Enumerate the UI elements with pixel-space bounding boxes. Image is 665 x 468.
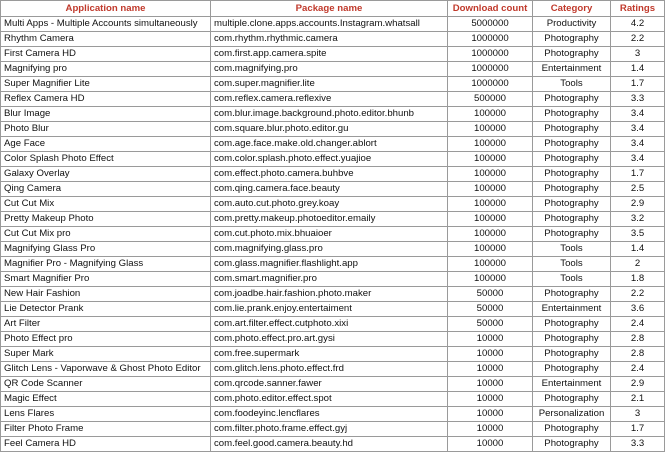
package-name-cell: com.lie.prank.enjoy.entertaiment — [211, 302, 448, 317]
package-name-cell: com.blur.image.background.photo.editor.bhunb — [211, 107, 448, 122]
package-name-cell: com.qrcode.sanner.fawer — [211, 377, 448, 392]
table-row — [1, 287, 665, 302]
table-row — [1, 302, 665, 317]
download-count-cell: 1000000 — [448, 77, 533, 92]
category-cell: Photography — [533, 422, 611, 437]
category-cell: Tools — [533, 257, 611, 272]
rating-cell: 3 — [611, 47, 665, 62]
download-count-cell: 10000 — [448, 332, 533, 347]
package-name-cell: com.first.app.camera.spite — [211, 47, 448, 62]
category-cell: Photography — [533, 362, 611, 377]
table-row — [1, 107, 665, 122]
download-count-cell: 100000 — [448, 242, 533, 257]
rating-cell: 1.7 — [611, 77, 665, 92]
app-name-cell: Photo Blur — [1, 122, 211, 137]
package-name-cell: com.reflex.camera.reflexive — [211, 92, 448, 107]
app-name-cell: Magic Effect — [1, 392, 211, 407]
category-cell: Photography — [533, 392, 611, 407]
table-row — [1, 317, 665, 332]
rating-cell: 3.5 — [611, 227, 665, 242]
category-cell: Entertainment — [533, 62, 611, 77]
category-cell: Photography — [533, 197, 611, 212]
table-row — [1, 182, 665, 197]
rating-cell: 3.4 — [611, 137, 665, 152]
category-cell: Photography — [533, 332, 611, 347]
package-name-cell: com.super.magnifier.lite — [211, 77, 448, 92]
category-cell: Photography — [533, 212, 611, 227]
app-name-cell: Galaxy Overlay — [1, 167, 211, 182]
package-name-cell: com.rhythm.rhythmic.camera — [211, 32, 448, 47]
table-row — [1, 332, 665, 347]
app-name-cell: Pretty Makeup Photo — [1, 212, 211, 227]
download-count-cell: 1000000 — [448, 47, 533, 62]
rating-cell: 1.7 — [611, 422, 665, 437]
app-name-cell: Art Filter — [1, 317, 211, 332]
category-cell: Photography — [533, 437, 611, 452]
category-cell: Photography — [533, 32, 611, 47]
download-count-cell: 10000 — [448, 377, 533, 392]
download-count-cell: 100000 — [448, 227, 533, 242]
category-cell: Photography — [533, 227, 611, 242]
rating-cell: 2.9 — [611, 377, 665, 392]
table-row — [1, 257, 665, 272]
table-row — [1, 377, 665, 392]
download-count-cell: 100000 — [448, 152, 533, 167]
header-row — [1, 1, 665, 17]
category-cell: Photography — [533, 317, 611, 332]
package-name-cell: multiple.clone.apps.accounts.Instagram.whatsall — [211, 17, 448, 32]
app-name-cell: Magnifying pro — [1, 62, 211, 77]
header-ratings: Ratings — [611, 1, 665, 17]
table-row — [1, 407, 665, 422]
table-row — [1, 197, 665, 212]
table-row — [1, 32, 665, 47]
rating-cell: 3.3 — [611, 92, 665, 107]
package-name-cell: com.smart.magnifier.pro — [211, 272, 448, 287]
table-row — [1, 392, 665, 407]
app-name-cell: Magnifier Pro - Magnifying Glass — [1, 257, 211, 272]
package-name-cell: com.feel.good.camera.beauty.hd — [211, 437, 448, 452]
app-name-cell: Feel Camera HD — [1, 437, 211, 452]
category-cell: Photography — [533, 122, 611, 137]
category-cell: Photography — [533, 152, 611, 167]
download-count-cell: 10000 — [448, 392, 533, 407]
app-name-cell: Lens Flares — [1, 407, 211, 422]
download-count-cell: 100000 — [448, 197, 533, 212]
app-name-cell: Cut Cut Mix — [1, 197, 211, 212]
table-row — [1, 122, 665, 137]
table-row — [1, 347, 665, 362]
download-count-cell: 100000 — [448, 257, 533, 272]
rating-cell: 3.4 — [611, 107, 665, 122]
rating-cell: 2.8 — [611, 332, 665, 347]
category-cell: Photography — [533, 287, 611, 302]
category-cell: Photography — [533, 347, 611, 362]
app-name-cell: Magnifying Glass Pro — [1, 242, 211, 257]
app-name-cell: Smart Magnifier Pro — [1, 272, 211, 287]
table-row — [1, 272, 665, 287]
package-name-cell: com.pretty.makeup.photoeditor.emaily — [211, 212, 448, 227]
package-name-cell: com.glitch.lens.photo.effect.frd — [211, 362, 448, 377]
download-count-cell: 100000 — [448, 137, 533, 152]
download-count-cell: 50000 — [448, 317, 533, 332]
app-name-cell: New Hair Fashion — [1, 287, 211, 302]
category-cell: Tools — [533, 242, 611, 257]
package-name-cell: com.cut.photo.mix.bhuaioer — [211, 227, 448, 242]
rating-cell: 2.4 — [611, 362, 665, 377]
download-count-cell: 10000 — [448, 407, 533, 422]
package-name-cell: com.color.splash.photo.effect.yuajioe — [211, 152, 448, 167]
package-name-cell: com.art.filter.effect.cutphoto.xixi — [211, 317, 448, 332]
download-count-cell: 100000 — [448, 212, 533, 227]
app-name-cell: Multi Apps - Multiple Accounts simultaneously — [1, 17, 211, 32]
package-name-cell: com.effect.photo.camera.buhbve — [211, 167, 448, 182]
package-name-cell: com.magnifying.pro — [211, 62, 448, 77]
rating-cell: 3.3 — [611, 437, 665, 452]
rating-cell: 2.9 — [611, 197, 665, 212]
package-name-cell: com.qing.camera.face.beauty — [211, 182, 448, 197]
table-row — [1, 62, 665, 77]
download-count-cell: 1000000 — [448, 62, 533, 77]
download-count-cell: 5000000 — [448, 17, 533, 32]
package-name-cell: com.glass.magnifier.flashlight.app — [211, 257, 448, 272]
category-cell: Photography — [533, 92, 611, 107]
app-name-cell: Super Magnifier Lite — [1, 77, 211, 92]
table-row — [1, 227, 665, 242]
package-name-cell: com.auto.cut.photo.grey.koay — [211, 197, 448, 212]
app-name-cell: Blur Image — [1, 107, 211, 122]
package-name-cell: com.age.face.make.old.changer.ablort — [211, 137, 448, 152]
table-row — [1, 212, 665, 227]
download-count-cell: 100000 — [448, 182, 533, 197]
category-cell: Photography — [533, 47, 611, 62]
download-count-cell: 50000 — [448, 302, 533, 317]
category-cell: Photography — [533, 137, 611, 152]
table-row — [1, 77, 665, 92]
category-cell: Tools — [533, 272, 611, 287]
table-row — [1, 362, 665, 377]
app-name-cell: Cut Cut Mix pro — [1, 227, 211, 242]
category-cell: Entertainment — [533, 302, 611, 317]
table-row — [1, 152, 665, 167]
rating-cell: 1.8 — [611, 272, 665, 287]
rating-cell: 2.5 — [611, 182, 665, 197]
header-package-name: Package name — [211, 1, 448, 17]
app-name-cell: Qing Camera — [1, 182, 211, 197]
download-count-cell: 100000 — [448, 122, 533, 137]
rating-cell: 2.1 — [611, 392, 665, 407]
download-count-cell: 10000 — [448, 362, 533, 377]
rating-cell: 2 — [611, 257, 665, 272]
app-name-cell: Reflex Camera HD — [1, 92, 211, 107]
download-count-cell: 10000 — [448, 422, 533, 437]
app-name-cell: Color Splash Photo Effect — [1, 152, 211, 167]
package-name-cell: com.photo.effect.pro.art.gysi — [211, 332, 448, 347]
download-count-cell: 10000 — [448, 437, 533, 452]
table-row — [1, 47, 665, 62]
header-application-name: Application name — [1, 1, 211, 17]
rating-cell: 1.7 — [611, 167, 665, 182]
rating-cell: 4.2 — [611, 17, 665, 32]
download-count-cell: 100000 — [448, 107, 533, 122]
app-name-cell: QR Code Scanner — [1, 377, 211, 392]
table-body — [1, 17, 665, 452]
rating-cell: 2.8 — [611, 347, 665, 362]
download-count-cell: 100000 — [448, 167, 533, 182]
app-name-cell: Photo Effect pro — [1, 332, 211, 347]
app-name-cell: Super Mark — [1, 347, 211, 362]
rating-cell: 1.4 — [611, 62, 665, 77]
rating-cell: 3.2 — [611, 212, 665, 227]
package-name-cell: com.foodeyinc.lencflares — [211, 407, 448, 422]
app-name-cell: Glitch Lens - Vaporwave & Ghost Photo Editor — [1, 362, 211, 377]
app-name-cell: Filter Photo Frame — [1, 422, 211, 437]
header-category: Category — [533, 1, 611, 17]
app-name-cell: Rhythm Camera — [1, 32, 211, 47]
app-name-cell: First Camera HD — [1, 47, 211, 62]
download-count-cell: 10000 — [448, 347, 533, 362]
table-row — [1, 17, 665, 32]
table-row — [1, 92, 665, 107]
rating-cell: 3.4 — [611, 152, 665, 167]
category-cell: Tools — [533, 77, 611, 92]
download-count-cell: 100000 — [448, 272, 533, 287]
category-cell: Photography — [533, 167, 611, 182]
download-count-cell: 1000000 — [448, 32, 533, 47]
package-name-cell: com.free.supermark — [211, 347, 448, 362]
package-name-cell: com.joadbe.hair.fashion.photo.maker — [211, 287, 448, 302]
rating-cell: 2.2 — [611, 32, 665, 47]
category-cell: Photography — [533, 182, 611, 197]
category-cell: Productivity — [533, 17, 611, 32]
rating-cell: 2.4 — [611, 317, 665, 332]
download-count-cell: 500000 — [448, 92, 533, 107]
rating-cell: 3 — [611, 407, 665, 422]
download-count-cell: 50000 — [448, 287, 533, 302]
category-cell: Personalization — [533, 407, 611, 422]
table-row — [1, 437, 665, 452]
rating-cell: 2.2 — [611, 287, 665, 302]
app-name-cell: Age Face — [1, 137, 211, 152]
rating-cell: 1.4 — [611, 242, 665, 257]
table-row — [1, 167, 665, 182]
package-name-cell: com.filter.photo.frame.effect.gyj — [211, 422, 448, 437]
category-cell: Photography — [533, 107, 611, 122]
rating-cell: 3.4 — [611, 122, 665, 137]
table-row — [1, 137, 665, 152]
package-name-cell: com.photo.editor.effect.spot — [211, 392, 448, 407]
table-row — [1, 422, 665, 437]
rating-cell: 3.6 — [611, 302, 665, 317]
table-row — [1, 242, 665, 257]
package-name-cell: com.square.blur.photo.editor.gu — [211, 122, 448, 137]
category-cell: Entertainment — [533, 377, 611, 392]
header-download-count: Download count — [448, 1, 533, 17]
app-name-cell: Lie Detector Prank — [1, 302, 211, 317]
package-name-cell: com.magnifying.glass.pro — [211, 242, 448, 257]
